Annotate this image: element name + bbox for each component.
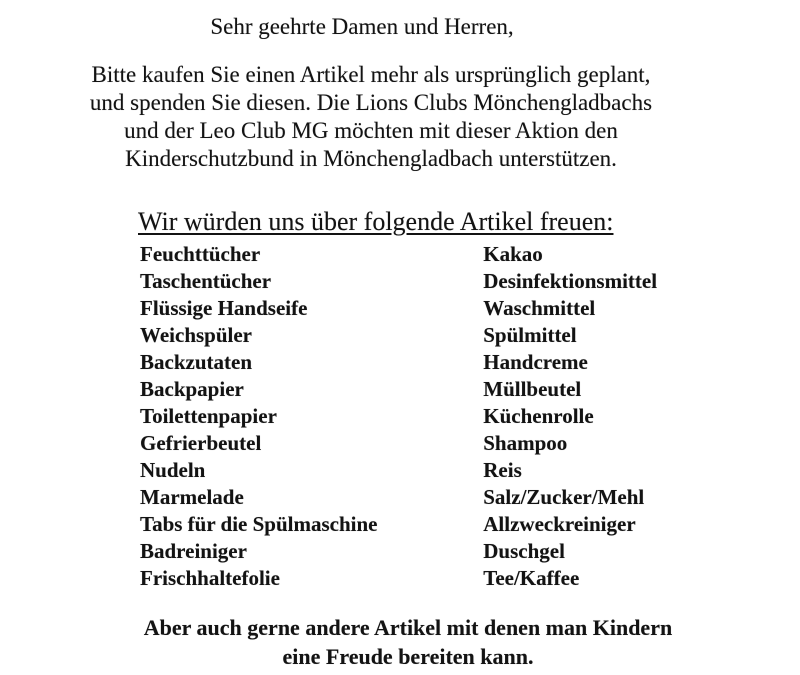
intro-line: und spenden Sie diesen. Die Lions Clubs Mönchengladbachs xyxy=(89,90,653,115)
list-row xyxy=(140,457,657,484)
list-item-left: Taschentücher xyxy=(140,269,272,293)
list-row xyxy=(140,430,657,457)
list-item-right: Waschmittel xyxy=(483,296,596,320)
list-item-left: Nudeln xyxy=(140,458,206,482)
list-row xyxy=(140,349,657,376)
list-row xyxy=(140,403,657,430)
list-row xyxy=(140,376,657,403)
list-row xyxy=(140,511,657,538)
list-row xyxy=(140,295,657,322)
list-item-left: Frischhaltefolie xyxy=(140,566,280,590)
footer-note xyxy=(16,613,800,671)
list-row xyxy=(140,268,657,295)
list-item-right: Spülmittel xyxy=(483,323,577,347)
intro-line: Kinderschutzbund in Mönchengladbach unterstützen. xyxy=(125,146,617,171)
list-item-left: Gefrierbeutel xyxy=(140,431,262,455)
list-item-left: Badreiniger xyxy=(140,539,247,563)
list-item-right: Tee/Kaffee xyxy=(483,566,580,590)
donation-list xyxy=(140,241,657,592)
list-item-left: Flüssige Handseife xyxy=(140,296,308,320)
list-item-right: Desinfektionsmittel xyxy=(483,269,658,293)
list-row xyxy=(140,322,657,349)
intro-line: und der Leo Club MG möchten mit dieser Aktion den xyxy=(124,118,618,143)
list-item-left: Tabs für die Spülmaschine xyxy=(140,512,378,536)
list-item-right: Müllbeutel xyxy=(483,377,582,401)
footer-line: eine Freude bereiten kann. xyxy=(282,644,534,669)
list-item-right: Allzweckreiniger xyxy=(483,512,636,536)
list-item-left: Backpapier xyxy=(140,377,244,401)
list-item-right: Handcreme xyxy=(483,350,588,374)
list-row xyxy=(140,241,657,268)
list-heading: Wir würden uns über folgende Artikel freuen: xyxy=(138,207,614,236)
intro-paragraph xyxy=(0,61,742,173)
list-row xyxy=(140,484,657,511)
list-item-left: Weichspüler xyxy=(140,323,253,347)
list-item-right: Kakao xyxy=(483,242,543,266)
list-item-left: Feuchttücher xyxy=(140,242,261,266)
list-item-right: Reis xyxy=(483,458,522,482)
list-item-left: Backzutaten xyxy=(140,350,252,374)
list-item-right: Shampoo xyxy=(483,431,568,455)
list-item-right: Salz/Zucker/Mehl xyxy=(483,485,645,509)
list-row xyxy=(140,538,657,565)
intro-line: Bitte kaufen Sie einen Artikel mehr als ursprünglich geplant, xyxy=(91,62,651,87)
footer-line: Aber auch gerne andere Artikel mit denen man Kindern xyxy=(143,615,673,640)
list-item-left: Marmelade xyxy=(140,485,244,509)
list-row xyxy=(140,565,657,592)
list-item-left: Toilettenpapier xyxy=(140,404,277,428)
greeting-line: Sehr geehrte Damen und Herren, xyxy=(210,14,514,39)
list-item-right: Duschgel xyxy=(483,539,565,563)
list-item-right: Küchenrolle xyxy=(483,404,594,428)
